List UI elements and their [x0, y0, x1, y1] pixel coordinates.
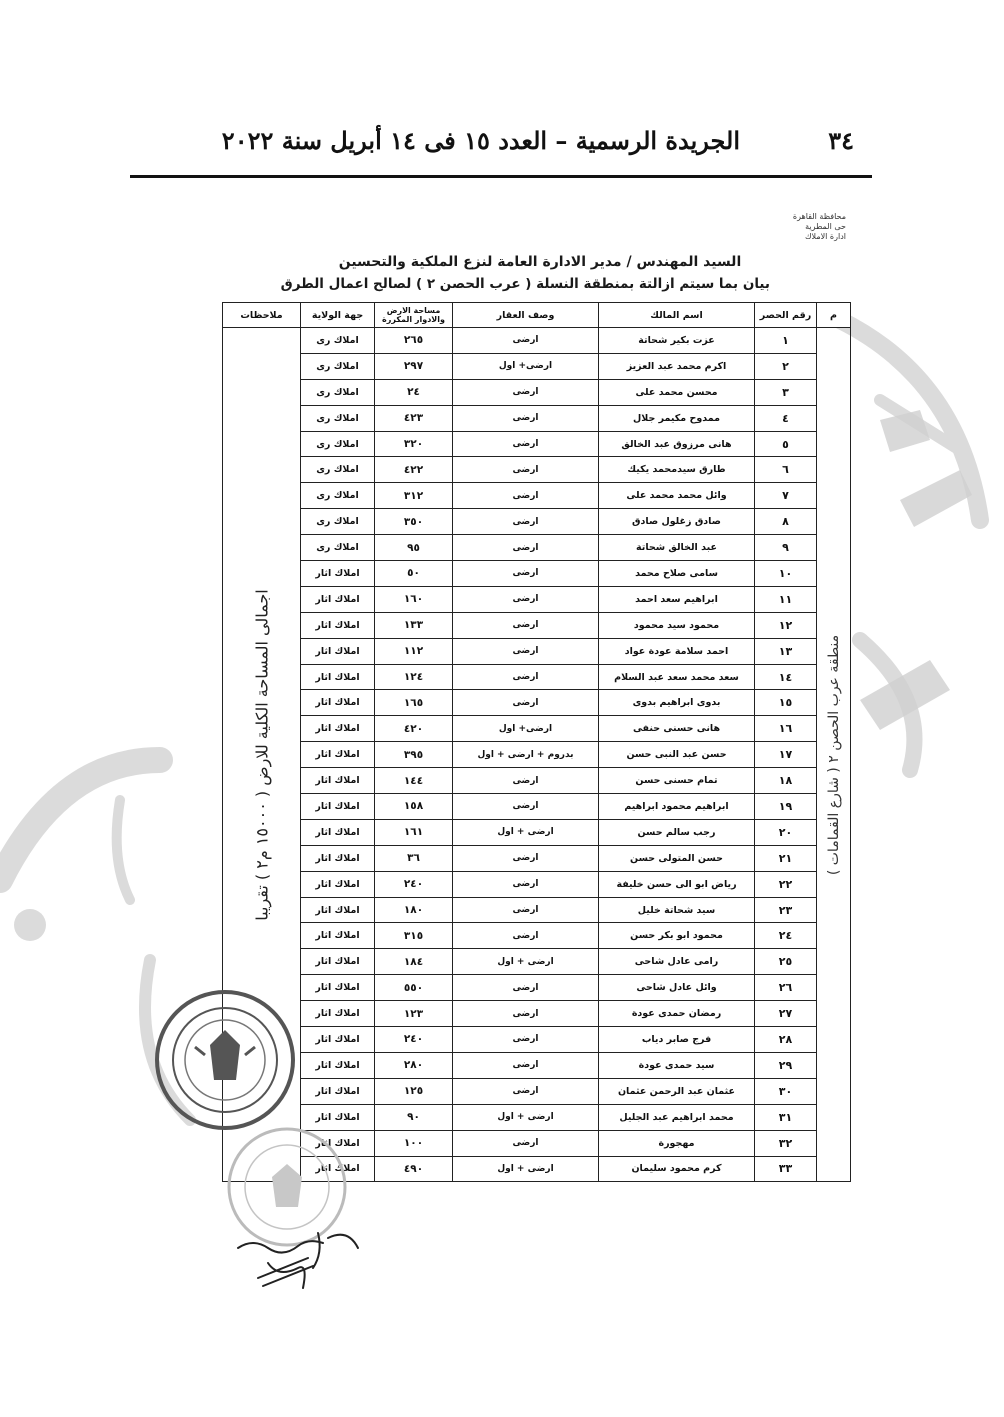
property-description-cell: بدروم + ارضى + اول: [453, 742, 599, 768]
table-row: [223, 586, 851, 612]
owner-name-cell: بدوى ابراهيم بدوى: [599, 690, 755, 716]
property-description-cell: ارضى: [453, 379, 599, 405]
jurisdiction-cell: املاك اثار: [301, 1052, 375, 1078]
owner-name-cell: محمود سيد محمود: [599, 612, 755, 638]
owner-name-cell: وائل محمد محمد على: [599, 483, 755, 509]
column-header: م: [817, 303, 851, 328]
table-row: [223, 716, 851, 742]
jurisdiction-cell: املاك اثار: [301, 923, 375, 949]
row-number-cell: ١١: [755, 586, 817, 612]
jurisdiction-cell: املاك رى: [301, 457, 375, 483]
row-number-cell: ٤: [755, 405, 817, 431]
property-description-cell: ارضى: [453, 638, 599, 664]
area-cell: ٤٩٠: [375, 1156, 453, 1182]
header-rule: [130, 175, 872, 178]
corner-line: محافظة القاهرة: [792, 212, 846, 221]
property-description-cell: ارضى: [453, 690, 599, 716]
corner-line: ادارة الاملاك: [804, 232, 846, 241]
table-row: [223, 664, 851, 690]
table-row: [223, 845, 851, 871]
property-description-cell: ارضى: [453, 431, 599, 457]
table-row: [223, 561, 851, 587]
jurisdiction-cell: املاك رى: [301, 379, 375, 405]
official-seal: [150, 985, 300, 1135]
document-heading-addressee: السيد المهندس / مدير الادارة العامة لنزع الملكية والتحسين: [338, 254, 742, 270]
owner-name-cell: حسن عبد النبى حسن: [599, 742, 755, 768]
jurisdiction-cell: املاك اثار: [301, 612, 375, 638]
property-description-cell: ارضى: [453, 664, 599, 690]
jurisdiction-cell: املاك اثار: [301, 561, 375, 587]
row-number-cell: ٢٤: [755, 923, 817, 949]
area-cell: ١٢٣: [375, 1001, 453, 1027]
area-cell: ٢٩٧: [375, 353, 453, 379]
table-row: [223, 1052, 851, 1078]
row-number-cell: ٢٢: [755, 871, 817, 897]
owner-name-cell: رامى عادل شاحى: [599, 949, 755, 975]
property-description-cell: ارضى: [453, 845, 599, 871]
area-cell: ٥٠: [375, 561, 453, 587]
owner-name-cell: رجب سالم حسن: [599, 819, 755, 845]
owner-name-cell: كرم محمود سليمان: [599, 1156, 755, 1182]
area-cell: ١٦٥: [375, 690, 453, 716]
row-number-cell: ٥: [755, 431, 817, 457]
owner-name-cell: ممدوح مكيمر جلال: [599, 405, 755, 431]
jurisdiction-cell: املاك اثار: [301, 664, 375, 690]
row-number-cell: ٢٩: [755, 1052, 817, 1078]
row-number-cell: ٣٢: [755, 1130, 817, 1156]
area-cell: ١٦٠: [375, 586, 453, 612]
property-description-cell: ارضى + اول: [453, 949, 599, 975]
owner-name-cell: مهجورة: [599, 1130, 755, 1156]
row-number-cell: ٨: [755, 509, 817, 535]
property-description-cell: ارضى + اول: [453, 1104, 599, 1130]
table-row: [223, 457, 851, 483]
property-description-cell: ارضى: [453, 586, 599, 612]
row-number-cell: ٣١: [755, 1104, 817, 1130]
row-number-cell: ٢٧: [755, 1001, 817, 1027]
property-description-cell: ارضى: [453, 612, 599, 638]
row-number-cell: ١٣: [755, 638, 817, 664]
jurisdiction-cell: املاك اثار: [301, 742, 375, 768]
table-row: [223, 353, 851, 379]
column-header: جهة الولاية: [301, 303, 375, 328]
area-cell: ١٣٣: [375, 612, 453, 638]
property-description-cell: ارضى+ اول: [453, 353, 599, 379]
area-cell: ١٢٤: [375, 664, 453, 690]
property-description-cell: ارضى: [453, 768, 599, 794]
table-row: [223, 612, 851, 638]
area-cell: ٣٦: [375, 845, 453, 871]
column-header: اسم المالك: [599, 303, 755, 328]
region-label: منطقة عرب الحصن ٢ ( شارع القمامات ): [825, 634, 842, 875]
area-cell: ٣٢٠: [375, 431, 453, 457]
jurisdiction-cell: املاك اثار: [301, 1104, 375, 1130]
table-row: [223, 379, 851, 405]
table-row: [223, 483, 851, 509]
handwritten-signature: [228, 1218, 388, 1298]
area-cell: ٢٤٠: [375, 1027, 453, 1053]
property-description-cell: ارضى: [453, 1001, 599, 1027]
row-number-cell: ٦: [755, 457, 817, 483]
table-row: [223, 949, 851, 975]
column-header: وصف العقار: [453, 303, 599, 328]
property-description-cell: ارضى: [453, 897, 599, 923]
area-cell: ٢٤٠: [375, 871, 453, 897]
table-row: [223, 638, 851, 664]
properties-table: [222, 302, 851, 1182]
jurisdiction-cell: املاك اثار: [301, 638, 375, 664]
owner-name-cell: فرج صابر دياب: [599, 1027, 755, 1053]
area-cell: ١١٢: [375, 638, 453, 664]
jurisdiction-cell: املاك اثار: [301, 871, 375, 897]
row-number-cell: ٩: [755, 535, 817, 561]
area-cell: ١٨٤: [375, 949, 453, 975]
jurisdiction-cell: املاك اثار: [301, 897, 375, 923]
jurisdiction-cell: املاك رى: [301, 405, 375, 431]
owner-name-cell: هانى مرزوق عبد الخالق: [599, 431, 755, 457]
owner-name-cell: محمد ابراهيم عبد الجليل: [599, 1104, 755, 1130]
jurisdiction-cell: املاك اثار: [301, 1078, 375, 1104]
row-number-cell: ٣٠: [755, 1078, 817, 1104]
row-number-cell: ٧: [755, 483, 817, 509]
row-number-cell: ٣: [755, 379, 817, 405]
jurisdiction-cell: املاك اثار: [301, 716, 375, 742]
column-header: ملاحظات: [223, 303, 301, 328]
jurisdiction-cell: املاك اثار: [301, 1027, 375, 1053]
owner-name-cell: عثمان عبد الرحمن عثمان: [599, 1078, 755, 1104]
row-number-cell: ٢٦: [755, 975, 817, 1001]
area-cell: ٣١٥: [375, 923, 453, 949]
jurisdiction-cell: املاك رى: [301, 328, 375, 354]
property-description-cell: ارضى: [453, 871, 599, 897]
area-cell: ٢٨٠: [375, 1052, 453, 1078]
owner-name-cell: وائل عادل شاحى: [599, 975, 755, 1001]
row-number-cell: ١٥: [755, 690, 817, 716]
row-number-cell: ٢١: [755, 845, 817, 871]
table-row: [223, 328, 851, 354]
property-description-cell: ارضى: [453, 509, 599, 535]
row-number-cell: ١٠: [755, 561, 817, 587]
corner-line: حى المطرية: [805, 222, 846, 231]
table-row: [223, 690, 851, 716]
jurisdiction-cell: املاك اثار: [301, 768, 375, 794]
row-number-cell: ٢٠: [755, 819, 817, 845]
jurisdiction-cell: املاك اثار: [301, 1156, 375, 1182]
area-cell: ١٢٥: [375, 1078, 453, 1104]
owner-name-cell: سعد محمد سعد عبد السلام: [599, 664, 755, 690]
property-description-cell: ارضى + اول: [453, 1156, 599, 1182]
owner-name-cell: حسن المتولى حسن: [599, 845, 755, 871]
table-row: [223, 897, 851, 923]
owner-name-cell: اكرم محمد عبد العزيز: [599, 353, 755, 379]
area-cell: ٣١٢: [375, 483, 453, 509]
property-description-cell: ارضى: [453, 561, 599, 587]
table-header-row: [223, 303, 851, 328]
jurisdiction-cell: املاك اثار: [301, 975, 375, 1001]
owner-name-cell: سيد شحاتة خليل: [599, 897, 755, 923]
jurisdiction-cell: املاك اثار: [301, 690, 375, 716]
jurisdiction-cell: املاك رى: [301, 483, 375, 509]
area-cell: ٣٩٥: [375, 742, 453, 768]
property-description-cell: ارضى: [453, 483, 599, 509]
jurisdiction-cell: املاك اثار: [301, 1130, 375, 1156]
property-description-cell: ارضى: [453, 923, 599, 949]
row-number-cell: ١٩: [755, 794, 817, 820]
area-cell: ١٨٠: [375, 897, 453, 923]
property-description-cell: ارضى+ اول: [453, 716, 599, 742]
owner-name-cell: عزت بكير شحاتة: [599, 328, 755, 354]
table-row: [223, 1001, 851, 1027]
owner-name-cell: سيد حمدى عودة: [599, 1052, 755, 1078]
owner-name-cell: احمد سلامة عودة عواد: [599, 638, 755, 664]
jurisdiction-cell: املاك اثار: [301, 1001, 375, 1027]
document-heading-subject: بيان بما سيتم ازالتة بمنطقة النسلة ( عرب الحصن ٢ ) لصالح اعمال الطرق: [280, 276, 770, 292]
area-cell: ٩٠: [375, 1104, 453, 1130]
property-description-cell: ارضى + اول: [453, 819, 599, 845]
property-description-cell: ارضى: [453, 405, 599, 431]
row-number-cell: ٢٥: [755, 949, 817, 975]
area-cell: ٢٦٥: [375, 328, 453, 354]
owner-name-cell: طارق سيدمحمد يكيك: [599, 457, 755, 483]
property-description-cell: ارضى: [453, 1130, 599, 1156]
jurisdiction-cell: املاك اثار: [301, 845, 375, 871]
table-row: [223, 1078, 851, 1104]
owner-name-cell: صادق زغلول صادق: [599, 509, 755, 535]
table-row: [223, 405, 851, 431]
property-description-cell: ارضى: [453, 535, 599, 561]
table-body: [223, 328, 851, 1182]
area-cell: ١٥٨: [375, 794, 453, 820]
area-cell: ١٦١: [375, 819, 453, 845]
jurisdiction-cell: املاك رى: [301, 353, 375, 379]
row-number-cell: ٣٣: [755, 1156, 817, 1182]
row-number-cell: ١٦: [755, 716, 817, 742]
jurisdiction-cell: املاك رى: [301, 535, 375, 561]
area-cell: ٩٥: [375, 535, 453, 561]
jurisdiction-cell: املاك اثار: [301, 586, 375, 612]
watermark-dot: [14, 909, 46, 941]
row-number-cell: ١٤: [755, 664, 817, 690]
page-number: ٣٤: [828, 126, 854, 155]
table-row: [223, 1027, 851, 1053]
table-row: [223, 768, 851, 794]
area-cell: ١٤٤: [375, 768, 453, 794]
property-description-cell: ارضى: [453, 328, 599, 354]
area-cell: ٢٤: [375, 379, 453, 405]
corner-stamp-lines: [776, 212, 846, 242]
property-description-cell: ارضى: [453, 1052, 599, 1078]
row-number-cell: ١٨: [755, 768, 817, 794]
owner-name-cell: محمود ابو بكر حسن: [599, 923, 755, 949]
owner-name-cell: رمضان حمدى عودة: [599, 1001, 755, 1027]
table-row: [223, 794, 851, 820]
property-description-cell: ارضى: [453, 1027, 599, 1053]
row-number-cell: ١: [755, 328, 817, 354]
owner-name-cell: تمام حسنى حسن: [599, 768, 755, 794]
property-description-cell: ارضى: [453, 975, 599, 1001]
owner-name-cell: رياض ابو الى حسن خليفة: [599, 871, 755, 897]
row-number-cell: ١٧: [755, 742, 817, 768]
area-cell: ٣٥٠: [375, 509, 453, 535]
property-description-cell: ارضى: [453, 457, 599, 483]
owner-name-cell: سامى صلاح محمد: [599, 561, 755, 587]
region-cell: [817, 328, 851, 1182]
page-title: الجريدة الرسمية – العدد ١٥ فى ١٤ أبريل سنة ٢٠٢٢: [221, 126, 740, 155]
owner-name-cell: ابراهيم سعد احمد: [599, 586, 755, 612]
table-row: [223, 871, 851, 897]
jurisdiction-cell: املاك اثار: [301, 949, 375, 975]
property-description-cell: ارضى: [453, 794, 599, 820]
jurisdiction-cell: املاك رى: [301, 509, 375, 535]
jurisdiction-cell: املاك رى: [301, 431, 375, 457]
column-header: رقم الحصر: [755, 303, 817, 328]
table-row: [223, 742, 851, 768]
row-number-cell: ٢٨: [755, 1027, 817, 1053]
row-number-cell: ١٢: [755, 612, 817, 638]
total-area-note: اجمالى المساحة الكلية للارض ( ١٥٠٠٠ م٢ ) تقريبا: [252, 588, 271, 921]
owner-name-cell: محسن محمد على: [599, 379, 755, 405]
owner-name-cell: ابراهيم محمود ابراهيم: [599, 794, 755, 820]
table-row: [223, 975, 851, 1001]
area-cell: ١٠٠: [375, 1130, 453, 1156]
table-row: [223, 509, 851, 535]
table-row: [223, 819, 851, 845]
row-number-cell: ٢٣: [755, 897, 817, 923]
area-cell: ٤٢٠: [375, 716, 453, 742]
page-header: [130, 118, 872, 162]
jurisdiction-cell: املاك اثار: [301, 819, 375, 845]
area-cell: ٥٥٠: [375, 975, 453, 1001]
area-cell: ٤٢٣: [375, 405, 453, 431]
column-header: مساحة الارض والادوار المكررة: [375, 303, 453, 328]
owner-name-cell: هانى حسنى حنفى: [599, 716, 755, 742]
jurisdiction-cell: املاك اثار: [301, 794, 375, 820]
property-description-cell: ارضى: [453, 1078, 599, 1104]
owner-name-cell: عبد الخالق شحاتة: [599, 535, 755, 561]
table-row: [223, 923, 851, 949]
table-row: [223, 431, 851, 457]
eagle-emblem-icon: [210, 1030, 240, 1080]
table-row: [223, 535, 851, 561]
area-cell: ٤٢٢: [375, 457, 453, 483]
row-number-cell: ٢: [755, 353, 817, 379]
